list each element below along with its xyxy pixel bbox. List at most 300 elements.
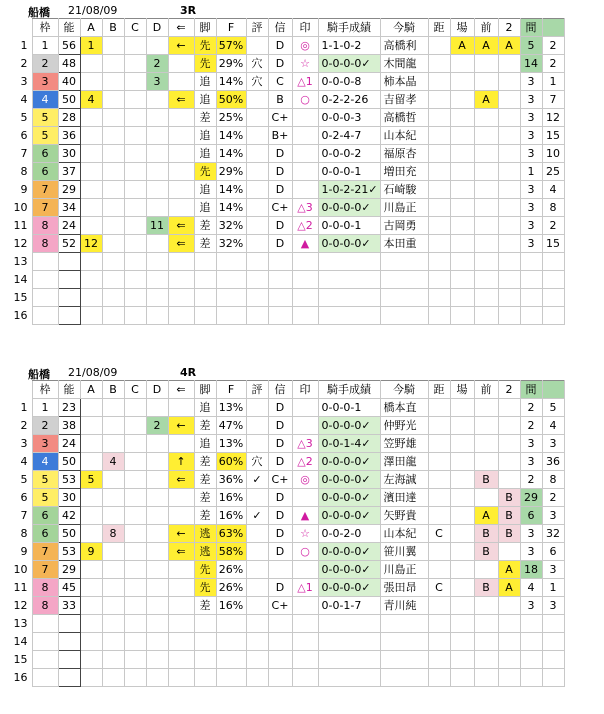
cell-distance: C — [428, 579, 450, 597]
cell-mark — [292, 127, 318, 145]
cell-ability: 33 — [58, 597, 80, 615]
cell-frame — [32, 633, 58, 651]
cell-arrow — [168, 615, 194, 633]
cell-col-d — [146, 253, 168, 271]
header-interval2 — [542, 19, 564, 37]
cell-interval — [520, 615, 542, 633]
cell-distance — [428, 615, 450, 633]
cell-jockey: 石崎駿 — [380, 181, 428, 199]
cell-frame: 6 — [32, 163, 58, 181]
cell-arrow — [168, 271, 194, 289]
cell-track — [450, 633, 474, 651]
cell-style: 差 — [194, 597, 216, 615]
cell-style: 差 — [194, 109, 216, 127]
cell-interval: 3 — [520, 235, 542, 253]
cell-f-rate: 50% — [216, 91, 246, 109]
cell-arrow — [168, 109, 194, 127]
cell-jockey: 吉留孝 — [380, 91, 428, 109]
cell-row-num: 3 — [20, 75, 28, 88]
cell-col-b — [102, 307, 124, 325]
cell-interval2: 3 — [542, 561, 564, 579]
cell-mark: △2 — [292, 453, 318, 471]
cell-distance — [428, 109, 450, 127]
cell-second: B — [498, 507, 520, 525]
header-track: 場 — [450, 381, 474, 399]
cell-col-c — [124, 73, 146, 91]
cell-row-num: 12 — [13, 237, 28, 250]
cell-arrow: ← — [168, 525, 194, 543]
cell-track — [450, 289, 474, 307]
cell-trust: D — [268, 489, 292, 507]
cell-col-b — [102, 489, 124, 507]
cell-frame — [32, 307, 58, 325]
cell-arrow: ⇐ — [168, 91, 194, 109]
cell-col-c — [124, 91, 146, 109]
cell-col-b — [102, 417, 124, 435]
cell-jockey: 左海誠 — [380, 471, 428, 489]
cell-mark — [292, 651, 318, 669]
cell-track — [450, 307, 474, 325]
cell-track — [450, 651, 474, 669]
cell-ability: 30 — [58, 489, 80, 507]
cell-ability: 29 — [58, 561, 80, 579]
cell-track — [450, 217, 474, 235]
cell-track — [450, 55, 474, 73]
cell-col-d — [146, 145, 168, 163]
cell-frame: 7 — [32, 561, 58, 579]
cell-jockey-record: 1-0-2-21✓ — [318, 181, 380, 199]
cell-jockey-record — [318, 633, 380, 651]
cell-f-rate: 32% — [216, 235, 246, 253]
cell-mark — [292, 489, 318, 507]
cell-distance — [428, 399, 450, 417]
cell-row-num: 8 — [20, 527, 28, 540]
cell-track — [450, 435, 474, 453]
cell-row-num: 1 — [20, 39, 28, 52]
cell-row-num: 5 — [20, 111, 28, 124]
cell-prev — [474, 399, 498, 417]
cell-prev: A — [474, 507, 498, 525]
cell-jockey — [380, 307, 428, 325]
cell-rating — [246, 217, 268, 235]
cell-distance — [428, 163, 450, 181]
cell-distance — [428, 453, 450, 471]
cell-jockey-record: 0-0-0-1 — [318, 217, 380, 235]
cell-style: 追 — [194, 435, 216, 453]
cell-col-b — [102, 669, 124, 687]
header-ability: 能 — [58, 19, 80, 37]
cell-jockey-record: 0-0-1-7 — [318, 597, 380, 615]
cell-col-c — [124, 543, 146, 561]
cell-arrow: ⇐ — [168, 471, 194, 489]
cell-interval2: 4 — [542, 181, 564, 199]
cell-col-a — [80, 199, 102, 217]
cell-row-num: 7 — [20, 509, 28, 522]
cell-arrow — [168, 289, 194, 307]
cell-jockey: 高橋哲 — [380, 109, 428, 127]
cell-frame: 3 — [32, 73, 58, 91]
cell-style: 追 — [194, 199, 216, 217]
cell-col-a — [80, 181, 102, 199]
cell-col-d: 2 — [146, 55, 168, 73]
cell-style: 差 — [194, 471, 216, 489]
table-row — [6, 579, 564, 597]
cell-mark — [292, 561, 318, 579]
cell-frame: 7 — [32, 543, 58, 561]
cell-interval2: 1 — [542, 73, 564, 91]
cell-mark — [292, 417, 318, 435]
table-row — [6, 417, 564, 435]
cell-col-a — [80, 615, 102, 633]
header-interval: 間 — [520, 19, 542, 37]
cell-f-rate: 13% — [216, 435, 246, 453]
cell-ability: 24 — [58, 217, 80, 235]
cell-trust: D — [268, 55, 292, 73]
cell-interval: 3 — [520, 127, 542, 145]
cell-interval2: 8 — [542, 471, 564, 489]
cell-style: 逃 — [194, 543, 216, 561]
header-track: 場 — [450, 19, 474, 37]
cell-prev — [474, 453, 498, 471]
cell-style — [194, 633, 216, 651]
header-col-b: B — [102, 381, 124, 399]
cell-jockey — [380, 615, 428, 633]
race-card-4r — [2, 364, 602, 710]
cell-col-b — [102, 543, 124, 561]
cell-f-rate: 60% — [216, 453, 246, 471]
cell-col-a — [80, 507, 102, 525]
cell-trust — [268, 633, 292, 651]
cell-col-d — [146, 399, 168, 417]
cell-f-rate: 16% — [216, 507, 246, 525]
cell-jockey: 山本紀 — [380, 127, 428, 145]
cell-jockey: 青川純 — [380, 597, 428, 615]
cell-second — [498, 127, 520, 145]
cell-style — [194, 615, 216, 633]
cell-rating — [246, 489, 268, 507]
cell-jockey-record: 0-0-0-0✓ — [318, 507, 380, 525]
race-card-3r — [2, 2, 602, 342]
cell-ability: 42 — [58, 507, 80, 525]
cell-track — [450, 507, 474, 525]
cell-interval2 — [542, 271, 564, 289]
cell-col-d — [146, 181, 168, 199]
cell-second: A — [498, 37, 520, 55]
cell-prev: B — [474, 579, 498, 597]
cell-style: 先 — [194, 561, 216, 579]
cell-ability: 29 — [58, 181, 80, 199]
cell-col-a — [80, 271, 102, 289]
cell-prev — [474, 489, 498, 507]
cell-arrow — [168, 199, 194, 217]
cell-distance — [428, 489, 450, 507]
cell-arrow — [168, 253, 194, 271]
cell-col-a — [80, 489, 102, 507]
cell-jockey-record: 0-0-0-0✓ — [318, 561, 380, 579]
cell-prev — [474, 633, 498, 651]
cell-prev — [474, 289, 498, 307]
cell-f-rate — [216, 307, 246, 325]
cell-interval: 29 — [520, 489, 542, 507]
cell-mark: ☆ — [292, 525, 318, 543]
cell-col-b: 4 — [102, 453, 124, 471]
cell-style: 先 — [194, 37, 216, 55]
cell-rating — [246, 145, 268, 163]
header-jockey: 今騎 — [380, 381, 428, 399]
cell-col-b — [102, 271, 124, 289]
cell-ability — [58, 669, 80, 687]
cell-style: 差 — [194, 507, 216, 525]
cell-frame: 4 — [32, 91, 58, 109]
cell-jockey-record: 0-0-0-3 — [318, 109, 380, 127]
cell-ability — [58, 271, 80, 289]
cell-col-c — [124, 669, 146, 687]
cell-interval: 4 — [520, 579, 542, 597]
cell-frame: 2 — [32, 417, 58, 435]
cell-row-num: 15 — [13, 291, 28, 304]
cell-distance — [428, 507, 450, 525]
cell-interval2: 10 — [542, 145, 564, 163]
header-f-rate: F — [216, 381, 246, 399]
cell-interval2 — [542, 253, 564, 271]
cell-interval — [520, 651, 542, 669]
cell-interval: 3 — [520, 453, 542, 471]
cell-col-a — [80, 579, 102, 597]
cell-interval2: 3 — [542, 507, 564, 525]
cell-interval: 2 — [520, 399, 542, 417]
cell-mark — [292, 109, 318, 127]
cell-jockey: 張田昂 — [380, 579, 428, 597]
table-row — [6, 127, 564, 145]
cell-col-b — [102, 91, 124, 109]
cell-mark — [292, 163, 318, 181]
cell-col-c — [124, 579, 146, 597]
cell-row-num: 6 — [20, 491, 28, 504]
cell-mark: ☆ — [292, 55, 318, 73]
cell-jockey-record: 0-0-0-1 — [318, 399, 380, 417]
cell-col-c — [124, 435, 146, 453]
date-label: 21/08/09 — [68, 366, 118, 379]
cell-prev: A — [474, 37, 498, 55]
header-prev: 前 — [474, 381, 498, 399]
cell-interval: 3 — [520, 181, 542, 199]
cell-track — [450, 181, 474, 199]
cell-arrow — [168, 307, 194, 325]
cell-rating — [246, 181, 268, 199]
cell-col-d — [146, 199, 168, 217]
table-row — [6, 217, 564, 235]
cell-col-d — [146, 525, 168, 543]
cell-track — [450, 615, 474, 633]
cell-f-rate: 57% — [216, 37, 246, 55]
cell-col-a — [80, 73, 102, 91]
cell-col-c — [124, 453, 146, 471]
cell-trust: C+ — [268, 109, 292, 127]
cell-mark: △2 — [292, 217, 318, 235]
cell-second — [498, 651, 520, 669]
cell-interval2: 6 — [542, 543, 564, 561]
cell-style: 追 — [194, 73, 216, 91]
cell-col-a — [80, 597, 102, 615]
cell-trust — [268, 307, 292, 325]
cell-frame: 3 — [32, 435, 58, 453]
table-row — [6, 615, 564, 633]
header-row-num — [6, 381, 32, 399]
cell-ability: 50 — [58, 525, 80, 543]
cell-row-num: 4 — [20, 455, 28, 468]
cell-col-d — [146, 651, 168, 669]
table-row — [6, 307, 564, 325]
cell-col-b — [102, 289, 124, 307]
cell-mark: △3 — [292, 199, 318, 217]
cell-prev — [474, 199, 498, 217]
cell-interval: 14 — [520, 55, 542, 73]
cell-col-d — [146, 435, 168, 453]
table-row — [6, 253, 564, 271]
table-row — [6, 91, 564, 109]
cell-interval: 3 — [520, 435, 542, 453]
cell-trust — [268, 651, 292, 669]
cell-arrow — [168, 163, 194, 181]
header-jockey: 今騎 — [380, 19, 428, 37]
header-jockey-record: 騎手成績 — [318, 381, 380, 399]
cell-frame — [32, 271, 58, 289]
cell-track — [450, 561, 474, 579]
cell-arrow: ⇐ — [168, 235, 194, 253]
cell-f-rate — [216, 651, 246, 669]
cell-jockey-record — [318, 615, 380, 633]
cell-second — [498, 199, 520, 217]
cell-ability: 23 — [58, 399, 80, 417]
cell-style: 差 — [194, 217, 216, 235]
cell-prev: B — [474, 471, 498, 489]
cell-second — [498, 289, 520, 307]
cell-prev — [474, 615, 498, 633]
cell-frame: 5 — [32, 127, 58, 145]
cell-distance — [428, 181, 450, 199]
cell-row-num: 1 — [20, 401, 28, 414]
cell-style: 追 — [194, 399, 216, 417]
cell-track: A — [450, 37, 474, 55]
cell-col-a — [80, 253, 102, 271]
cell-col-d — [146, 579, 168, 597]
cell-interval — [520, 669, 542, 687]
cell-interval: 6 — [520, 507, 542, 525]
cell-second — [498, 73, 520, 91]
cell-prev — [474, 253, 498, 271]
cell-frame: 1 — [32, 37, 58, 55]
cell-jockey-record: 0-0-0-0✓ — [318, 579, 380, 597]
cell-col-d — [146, 307, 168, 325]
cell-row-num: 9 — [20, 545, 28, 558]
table-row — [6, 55, 564, 73]
cell-jockey: 川島正 — [380, 199, 428, 217]
cell-ability: 53 — [58, 543, 80, 561]
cell-rating — [246, 399, 268, 417]
table-row — [6, 109, 564, 127]
cell-col-a — [80, 289, 102, 307]
cell-ability — [58, 253, 80, 271]
cell-col-b — [102, 435, 124, 453]
cell-ability: 56 — [58, 37, 80, 55]
cell-frame — [32, 289, 58, 307]
cell-jockey-record: 0-0-0-0✓ — [318, 471, 380, 489]
date-label: 21/08/09 — [68, 4, 118, 17]
cell-jockey-record: 0-0-0-8 — [318, 73, 380, 91]
cell-f-rate — [216, 633, 246, 651]
cell-rating: 穴 — [246, 55, 268, 73]
cell-arrow — [168, 181, 194, 199]
cell-mark — [292, 289, 318, 307]
cell-col-c — [124, 615, 146, 633]
cell-style: 逃 — [194, 525, 216, 543]
cell-track — [450, 597, 474, 615]
cell-track — [450, 453, 474, 471]
header-frame: 枠 — [32, 381, 58, 399]
cell-interval2: 12 — [542, 109, 564, 127]
cell-interval2: 25 — [542, 163, 564, 181]
cell-prev — [474, 307, 498, 325]
cell-col-d — [146, 507, 168, 525]
cell-col-a — [80, 307, 102, 325]
cell-f-rate: 32% — [216, 217, 246, 235]
cell-row-num: 7 — [20, 147, 28, 160]
cell-rating — [246, 651, 268, 669]
table-row — [6, 525, 564, 543]
cell-rating — [246, 597, 268, 615]
cell-second — [498, 55, 520, 73]
cell-jockey: 山本紀 — [380, 525, 428, 543]
cell-interval — [520, 289, 542, 307]
cell-trust: D — [268, 579, 292, 597]
cell-mark — [292, 145, 318, 163]
cell-col-c — [124, 109, 146, 127]
cell-col-c — [124, 597, 146, 615]
cell-frame: 6 — [32, 507, 58, 525]
cell-frame: 1 — [32, 399, 58, 417]
cell-trust: C+ — [268, 471, 292, 489]
cell-jockey-record — [318, 669, 380, 687]
cell-ability: 38 — [58, 417, 80, 435]
cell-row-num: 9 — [20, 183, 28, 196]
cell-jockey-record: 0-0-0-0✓ — [318, 543, 380, 561]
table-row — [6, 507, 564, 525]
cell-interval: 3 — [520, 109, 542, 127]
cell-mark: ◎ — [292, 37, 318, 55]
cell-col-a: 9 — [80, 543, 102, 561]
cell-jockey: 矢野貴 — [380, 507, 428, 525]
cell-trust — [268, 289, 292, 307]
cell-second — [498, 91, 520, 109]
cell-mark: △3 — [292, 435, 318, 453]
cell-arrow — [168, 579, 194, 597]
cell-mark — [292, 669, 318, 687]
cell-col-b — [102, 597, 124, 615]
cell-col-a — [80, 525, 102, 543]
cell-frame — [32, 669, 58, 687]
cell-second: A — [498, 561, 520, 579]
cell-second — [498, 633, 520, 651]
cell-col-a — [80, 217, 102, 235]
race-number: 4R — [180, 366, 197, 379]
cell-frame: 8 — [32, 579, 58, 597]
cell-distance: C — [428, 525, 450, 543]
cell-track — [450, 417, 474, 435]
cell-prev — [474, 435, 498, 453]
cell-style: 差 — [194, 489, 216, 507]
cell-second — [498, 453, 520, 471]
cell-arrow — [168, 127, 194, 145]
